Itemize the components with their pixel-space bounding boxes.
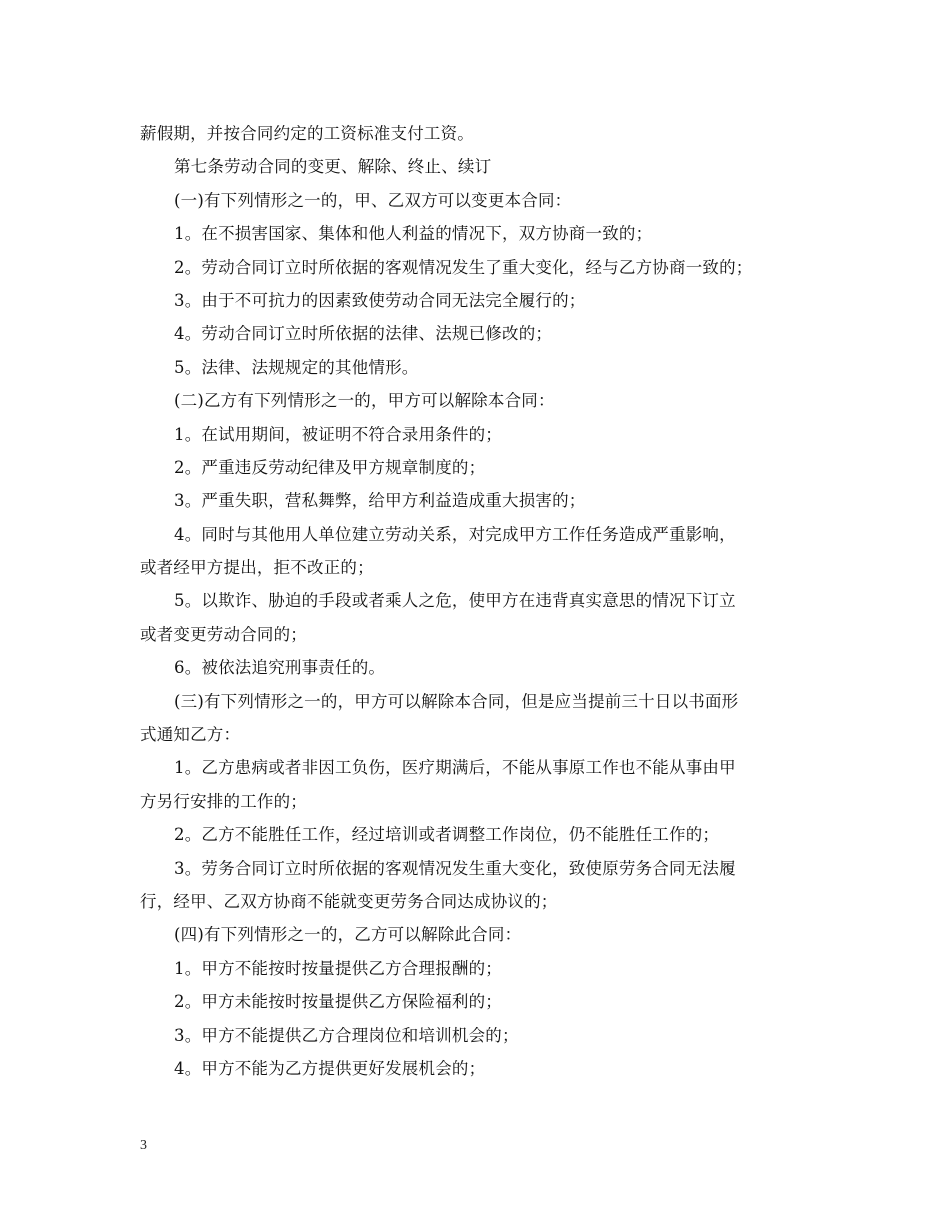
text-line: 式通知乙方： (140, 725, 241, 745)
text-line: 第七条劳动合同的变更、解除、终止、续订 (174, 157, 492, 177)
text-line: 2。严重违反劳动纪律及甲方规章制度的； (174, 457, 486, 477)
text-line: 1。在不损害国家、集体和他人利益的情况下，双方协商一致的； (174, 224, 653, 244)
text-line: (二)乙方有下列情形之一的，甲方可以解除本合同： (174, 391, 555, 411)
text-line: 5。法律、法规规定的其他情形。 (174, 357, 419, 377)
text-line: 或者经甲方提出，拒不改正的； (140, 558, 374, 578)
text-line: 薪假期，并按合同约定的工资标准支付工资。 (140, 124, 474, 143)
text-line: 方另行安排的工作的； (140, 791, 307, 811)
text-line: 6。被依法追究刑事责任的。 (174, 658, 386, 678)
page-number: 3 (140, 1138, 147, 1153)
text-line: 1。乙方患病或者非因工负伤，医疗期满后，不能从事原工作也不能从事由甲 (174, 758, 736, 778)
text-line: 1。甲方不能按时按量提供乙方合理报酬的； (174, 958, 502, 978)
text-line: (四)有下列情形之一的，乙方可以解除此合同： (174, 925, 522, 945)
text-line: 2。甲方未能按时按量提供乙方保险福利的； (174, 992, 502, 1012)
text-line: 3。劳务合同订立时所依据的客观情况发生重大变化，致使原劳务合同无法履 (174, 858, 736, 878)
text-line: 2。乙方不能胜任工作，经过培训或者调整工作岗位，仍不能胜任工作的； (174, 825, 720, 845)
text-line: 3。由于不可抗力的因素致使劳动合同无法完全履行的； (174, 290, 586, 310)
text-line: 3。甲方不能提供乙方合理岗位和培训机会的； (174, 1025, 519, 1045)
text-line: 4。同时与其他用人单位建立劳动关系，对完成甲方工作任务造成严重影响， (174, 524, 736, 544)
document-body (140, 117, 820, 1085)
text-line: 或者变更劳动合同的； (140, 624, 307, 644)
text-line: 3。严重失职，营私舞弊，给甲方利益造成重大损害的； (174, 491, 586, 511)
text-line: 1。在试用期间，被证明不符合录用条件的； (174, 424, 502, 444)
text-line: (一)有下列情形之一的，甲、乙双方可以变更本合同： (174, 190, 572, 210)
text-line: 4。甲方不能为乙方提供更好发展机会的； (174, 1058, 486, 1078)
text-line: 2。劳动合同订立时所依据的客观情况发生了重大变化，经与乙方协商一致的； (174, 257, 753, 277)
text-line: 5。以欺诈、胁迫的手段或者乘人之危，使甲方在违背真实意思的情况下订立 (174, 591, 736, 611)
text-line: 行，经甲、乙双方协商不能就变更劳务合同达成协议的； (140, 891, 558, 911)
text-line: (三)有下列情形之一的，甲方可以解除本合同，但是应当提前三十日以书面形 (174, 691, 739, 711)
text-line: 4。劳动合同订立时所依据的法律、法规已修改的； (174, 324, 553, 344)
